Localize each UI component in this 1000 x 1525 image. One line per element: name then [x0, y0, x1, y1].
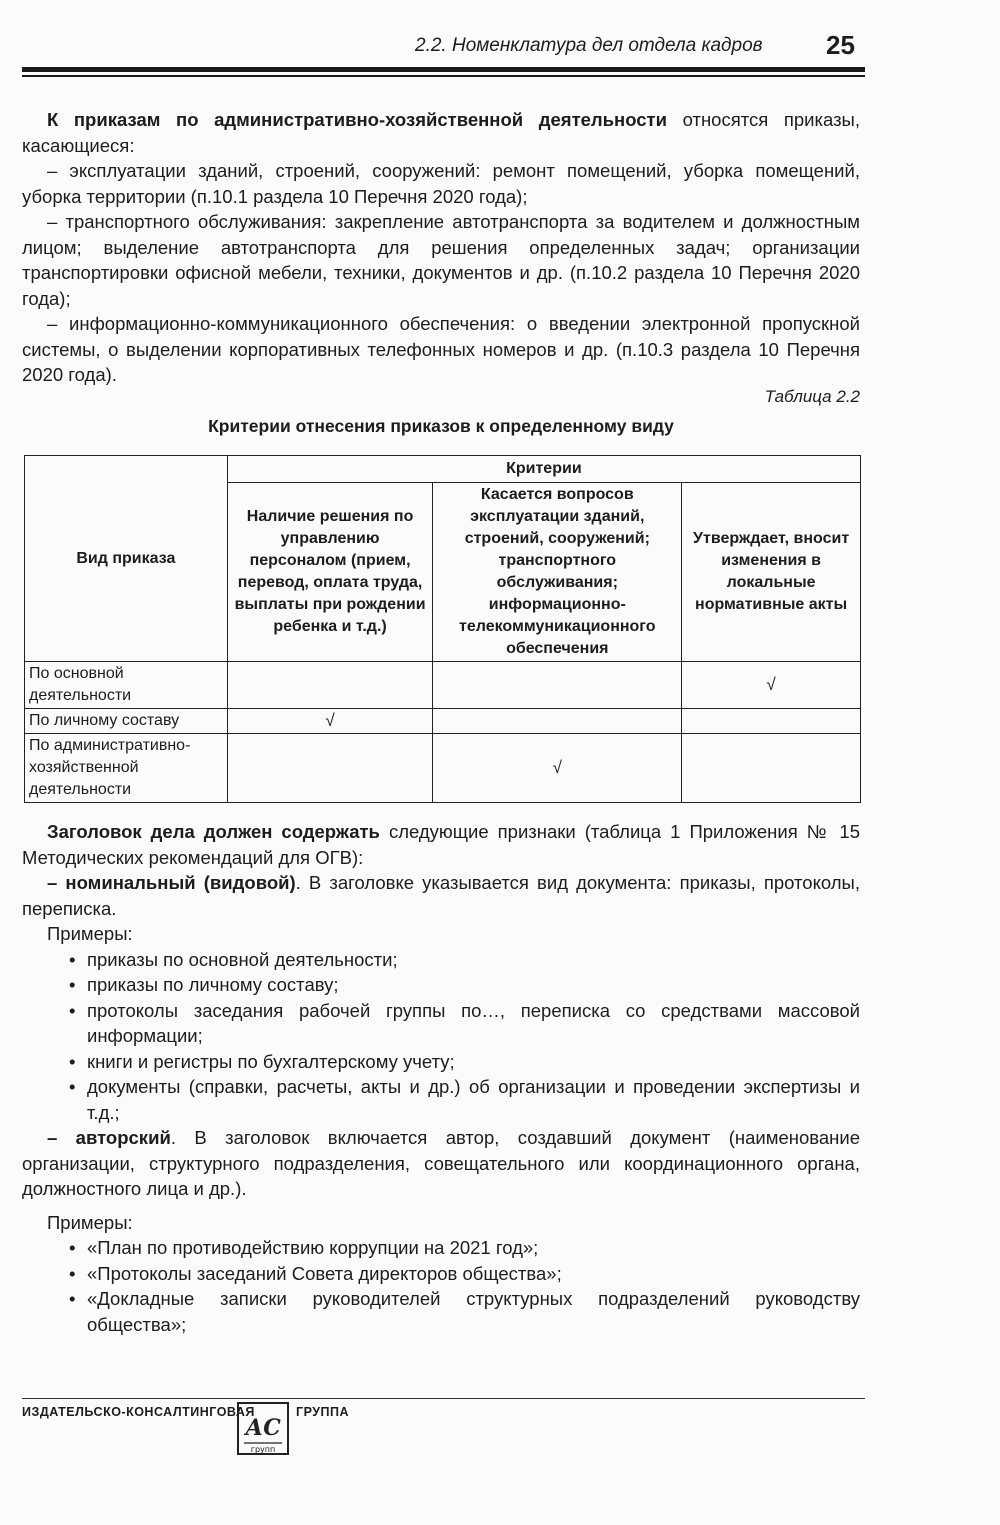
table-row: [25, 662, 861, 709]
nominal-bold: – номинальный (видовой): [47, 872, 296, 893]
col-criteria-header: Критерии: [227, 456, 860, 483]
table-header-row: [25, 456, 861, 483]
author-bold: – авторский: [47, 1127, 171, 1148]
examples-label: Примеры:: [47, 923, 133, 944]
table-row: [25, 709, 861, 734]
table-title: Критерии отнесения приказов к определенному виду: [208, 416, 674, 436]
logo-subtext: групп: [250, 1445, 276, 1454]
criterion-1-header: Наличие решения по управлению персоналом (прием, перевод, оплата труда, выплаты при рождении ребенка и т.д.): [227, 483, 433, 662]
table-caption: Таблица 2.2: [764, 387, 860, 406]
row-mark: √: [227, 709, 433, 734]
row-mark: √: [433, 734, 682, 803]
intro-paragraph: [22, 107, 860, 158]
intro-item-3: – информационно-коммуникационного обеспечения: о введении электронной пропускной системы, о выделении корпоративных телефонных номеров и др. (п.10.3 раздела 10 Перечня 2020 года).: [22, 313, 860, 385]
list-item: • «План по противодействию коррупции на 2021 год»;: [67, 1235, 860, 1261]
row-type: По основной деятельности: [25, 662, 228, 709]
col-type-header: Вид приказа: [25, 456, 228, 662]
list-item: • протоколы заседания рабочей группы по…, переписка со средствами массовой информации;: [67, 998, 860, 1049]
heading-bold: Заголовок дела должен содержать: [47, 821, 380, 842]
table-row: [25, 734, 861, 803]
intro-item-2: – транспортного обслуживания: закрепление автотранспорта за водителем и должностным лицом; выделение автотранспорта для решения определенных задач; организации транспортировки офисной мебели, техники, документов и др. (п.10.2 раздела 10 Перечня 2020 года);: [22, 211, 860, 309]
nominal-paragraph: [22, 870, 860, 921]
nominal-rest: . В заголовке указывается вид документа: приказы, протоколы, переписка.: [22, 872, 860, 919]
heading-paragraph: [22, 819, 860, 870]
list-item: • приказы по основной деятельности;: [67, 947, 860, 973]
row-type: По административно-хозяйственной деятельности: [25, 734, 228, 803]
list-item: • «Протоколы заседаний Совета директоров общества»;: [67, 1261, 860, 1287]
examples2-label: Примеры:: [47, 1211, 133, 1233]
list-item: • документы (справки, расчеты, акты и др.) об организации и проведении экспертизы и т.д.;: [67, 1074, 860, 1125]
running-title: 2.2. Номенклатура дел отдела кадров: [415, 35, 763, 56]
heading-section: [22, 819, 860, 1337]
row-type: По личному составу: [25, 709, 228, 734]
intro-rest: относятся приказы, касающиеся:: [22, 109, 860, 156]
heading-rest: следующие признаки (таблица 1 Приложения № 15 Методических рекомендаций для ОГВ):: [22, 821, 861, 868]
publisher-logo: [236, 1401, 290, 1456]
list-item: • «Докладные записки руководителей структурных подразделений руководству общества»;: [67, 1286, 860, 1337]
intro-bold: К приказам по административно-хозяйственной деятельности: [47, 109, 667, 130]
criterion-3-header: Утверждает, вносит изменения в локальные нормативные акты: [682, 483, 861, 662]
publisher-name-left: ИЗДАТЕЛЬСКО-КОНСАЛТИНГОВАЯ: [22, 1405, 255, 1419]
header-rule-thin: [22, 75, 865, 77]
row-mark: [433, 709, 682, 734]
list-item: • приказы по личному составу;: [67, 972, 860, 998]
author-rest: . В заголовок включается автор, создавший документ (наименование организации, структурного подразделения, совещательного или координационного органа, должностного лица и др.).: [22, 1127, 861, 1199]
row-mark: [227, 734, 433, 803]
author-paragraph: [22, 1125, 860, 1202]
examples2-list: [22, 1235, 860, 1337]
page-number: 25: [826, 30, 855, 60]
row-mark: [227, 662, 433, 709]
header-rule: [22, 67, 865, 72]
logo-text: АС: [245, 1415, 281, 1441]
examples-list: [22, 947, 860, 1126]
row-mark: [682, 734, 861, 803]
footer-rule: [22, 1398, 865, 1399]
intro-item-1: – эксплуатации зданий, строений, сооружений: ремонт помещений, уборка помещений, уборка территории (п.10.1 раздела 10 Перечня 2020 года);: [22, 160, 860, 207]
publisher-name-right: ГРУППА: [296, 1405, 350, 1419]
list-item: • книги и регистры по бухгалтерскому учету;: [67, 1049, 860, 1075]
criterion-2-header: Касается вопросов эксплуатации зданий, строений, сооружений; транспортного обслуживания; информационно-телекоммуникационного обеспечения: [433, 483, 682, 662]
criteria-table: [24, 455, 861, 803]
row-mark: √: [682, 662, 861, 709]
row-mark: [433, 662, 682, 709]
row-mark: [682, 709, 861, 734]
intro-section: [22, 107, 860, 388]
